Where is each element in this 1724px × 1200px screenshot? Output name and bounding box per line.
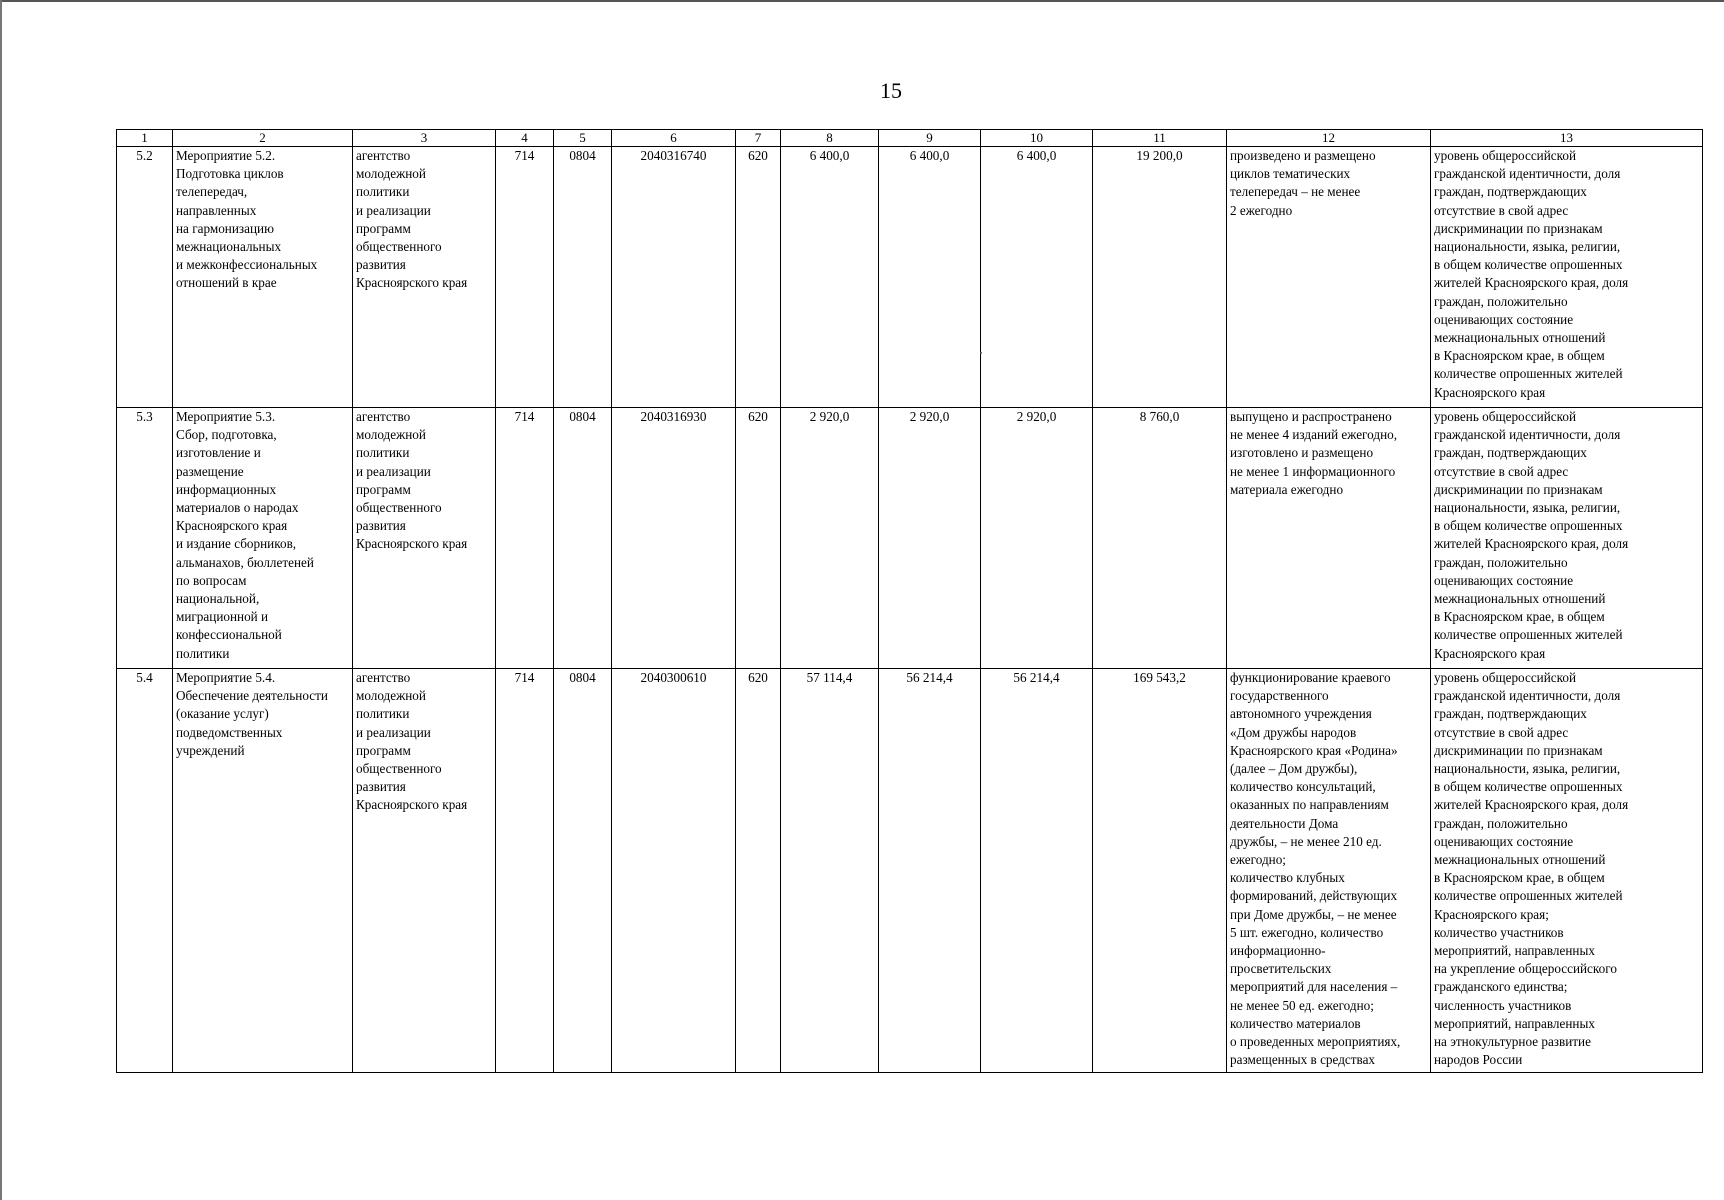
- amount-year-1: 57 114,4: [781, 669, 879, 1073]
- expected-result: функционирование краевого государственного автономного учреждения «Дом дружбы народов Красноярского края «Родина» (далее – Дом дружбы), количество консультаций, оказанных по направлениям деятельности Дома дружбы, – не менее 210 ед. ежегодно; количество клубных формирований, действующих при Доме дружбы, – не менее 5 шт. ежегодно, количество информационно- просветительских мероприятий для населения – не менее 50 ед. ежегодно; количество материалов о проведенных мероприятиях, размещенных в средствах: [1227, 669, 1431, 1073]
- row-number: 5.4: [117, 669, 173, 1073]
- vr-code: 620: [736, 147, 781, 408]
- column-header: 6: [612, 130, 736, 147]
- column-header: 1: [117, 130, 173, 147]
- rzpr-code: 0804: [554, 147, 612, 408]
- table-row: [117, 669, 1703, 1073]
- executor: агентство молодежной политики и реализации программ общественного развития Красноярского края: [353, 669, 496, 1073]
- amount-year-2: 56 214,4: [879, 669, 981, 1073]
- row-number: 5.3: [117, 408, 173, 669]
- rzpr-code: 0804: [554, 408, 612, 669]
- column-number-row: [117, 130, 1703, 147]
- column-header: 4: [496, 130, 554, 147]
- page-edge-top: [0, 0, 1724, 2]
- page-edge-left: [0, 0, 2, 1200]
- amount-total: 8 760,0: [1093, 408, 1227, 669]
- amount-year-1: 6 400,0: [781, 147, 879, 408]
- column-header: 10: [981, 130, 1093, 147]
- amount-year-3: 6 400,0: [981, 147, 1093, 408]
- amount-total: 169 543,2: [1093, 669, 1227, 1073]
- column-header: 11: [1093, 130, 1227, 147]
- executor: агентство молодежной политики и реализации программ общественного развития Красноярского края: [353, 147, 496, 408]
- expected-result: произведено и размещено циклов тематических телепередач – не менее 2 ежегодно: [1227, 147, 1431, 408]
- target-indicator: уровень общероссийской гражданской идентичности, доля граждан, подтверждающих отсутствие в свой адрес дискриминации по признакам национальности, языка, религии, в общем количестве опрошенных жителей Красноярского края, доля граждан, положительно оценивающих состояние межнациональных отношений в Красноярском крае, в общем количестве опрошенных жителей Красноярского края; количество участников мероприятий, направленных на укрепление общероссийского гражданского единства; численность участников мероприятий, направленных на этнокультурное развитие народов России: [1431, 669, 1703, 1073]
- column-header: 3: [353, 130, 496, 147]
- vr-code: 620: [736, 408, 781, 669]
- page-number: 15: [880, 78, 902, 103]
- vr-code: 620: [736, 669, 781, 1073]
- grbs-code: 714: [496, 669, 554, 1073]
- csr-code: 2040300610: [612, 669, 736, 1073]
- amount-year-1: 2 920,0: [781, 408, 879, 669]
- column-header: 13: [1431, 130, 1703, 147]
- scan-speck: [980, 352, 982, 354]
- expected-result: выпущено и распространено не менее 4 изданий ежегодно, изготовлено и размещено не менее 1 информационного материала ежегодно: [1227, 408, 1431, 669]
- column-header: 2: [173, 130, 353, 147]
- amount-year-3: 56 214,4: [981, 669, 1093, 1073]
- measure-name: Мероприятие 5.3. Сбор, подготовка, изготовление и размещение информационных материалов о народах Красноярского края и издание сборников, альманахов, бюллетеней по вопросам национальной, миграционной и конфессиональной политики: [173, 408, 353, 669]
- measure-name: Мероприятие 5.4. Обеспечение деятельности (оказание услуг) подведомственных учреждений: [173, 669, 353, 1073]
- measures-table: [116, 129, 1703, 1073]
- amount-total: 19 200,0: [1093, 147, 1227, 408]
- column-header: 5: [554, 130, 612, 147]
- csr-code: 2040316740: [612, 147, 736, 408]
- executor: агентство молодежной политики и реализации программ общественного развития Красноярского края: [353, 408, 496, 669]
- table-row: [117, 147, 1703, 408]
- target-indicator: уровень общероссийской гражданской идентичности, доля граждан, подтверждающих отсутствие в свой адрес дискриминации по признакам национальности, языка, религии, в общем количестве опрошенных жителей Красноярского края, доля граждан, положительно оценивающих состояние межнациональных отношений в Красноярском крае, в общем количестве опрошенных жителей Красноярского края: [1431, 147, 1703, 408]
- row-number: 5.2: [117, 147, 173, 408]
- grbs-code: 714: [496, 147, 554, 408]
- amount-year-2: 6 400,0: [879, 147, 981, 408]
- column-header: 7: [736, 130, 781, 147]
- column-header: 8: [781, 130, 879, 147]
- grbs-code: 714: [496, 408, 554, 669]
- rzpr-code: 0804: [554, 669, 612, 1073]
- amount-year-2: 2 920,0: [879, 408, 981, 669]
- target-indicator: уровень общероссийской гражданской идентичности, доля граждан, подтверждающих отсутствие в свой адрес дискриминации по признакам национальности, языка, религии, в общем количестве опрошенных жителей Красноярского края, доля граждан, положительно оценивающих состояние межнациональных отношений в Красноярском крае, в общем количестве опрошенных жителей Красноярского края: [1431, 408, 1703, 669]
- column-header: 9: [879, 130, 981, 147]
- measure-name: Мероприятие 5.2. Подготовка циклов телепередач, направленных на гармонизацию межнациональных и межконфессиональных отношений в крае: [173, 147, 353, 408]
- table-row: [117, 408, 1703, 669]
- amount-year-3: 2 920,0: [981, 408, 1093, 669]
- column-header: 12: [1227, 130, 1431, 147]
- csr-code: 2040316930: [612, 408, 736, 669]
